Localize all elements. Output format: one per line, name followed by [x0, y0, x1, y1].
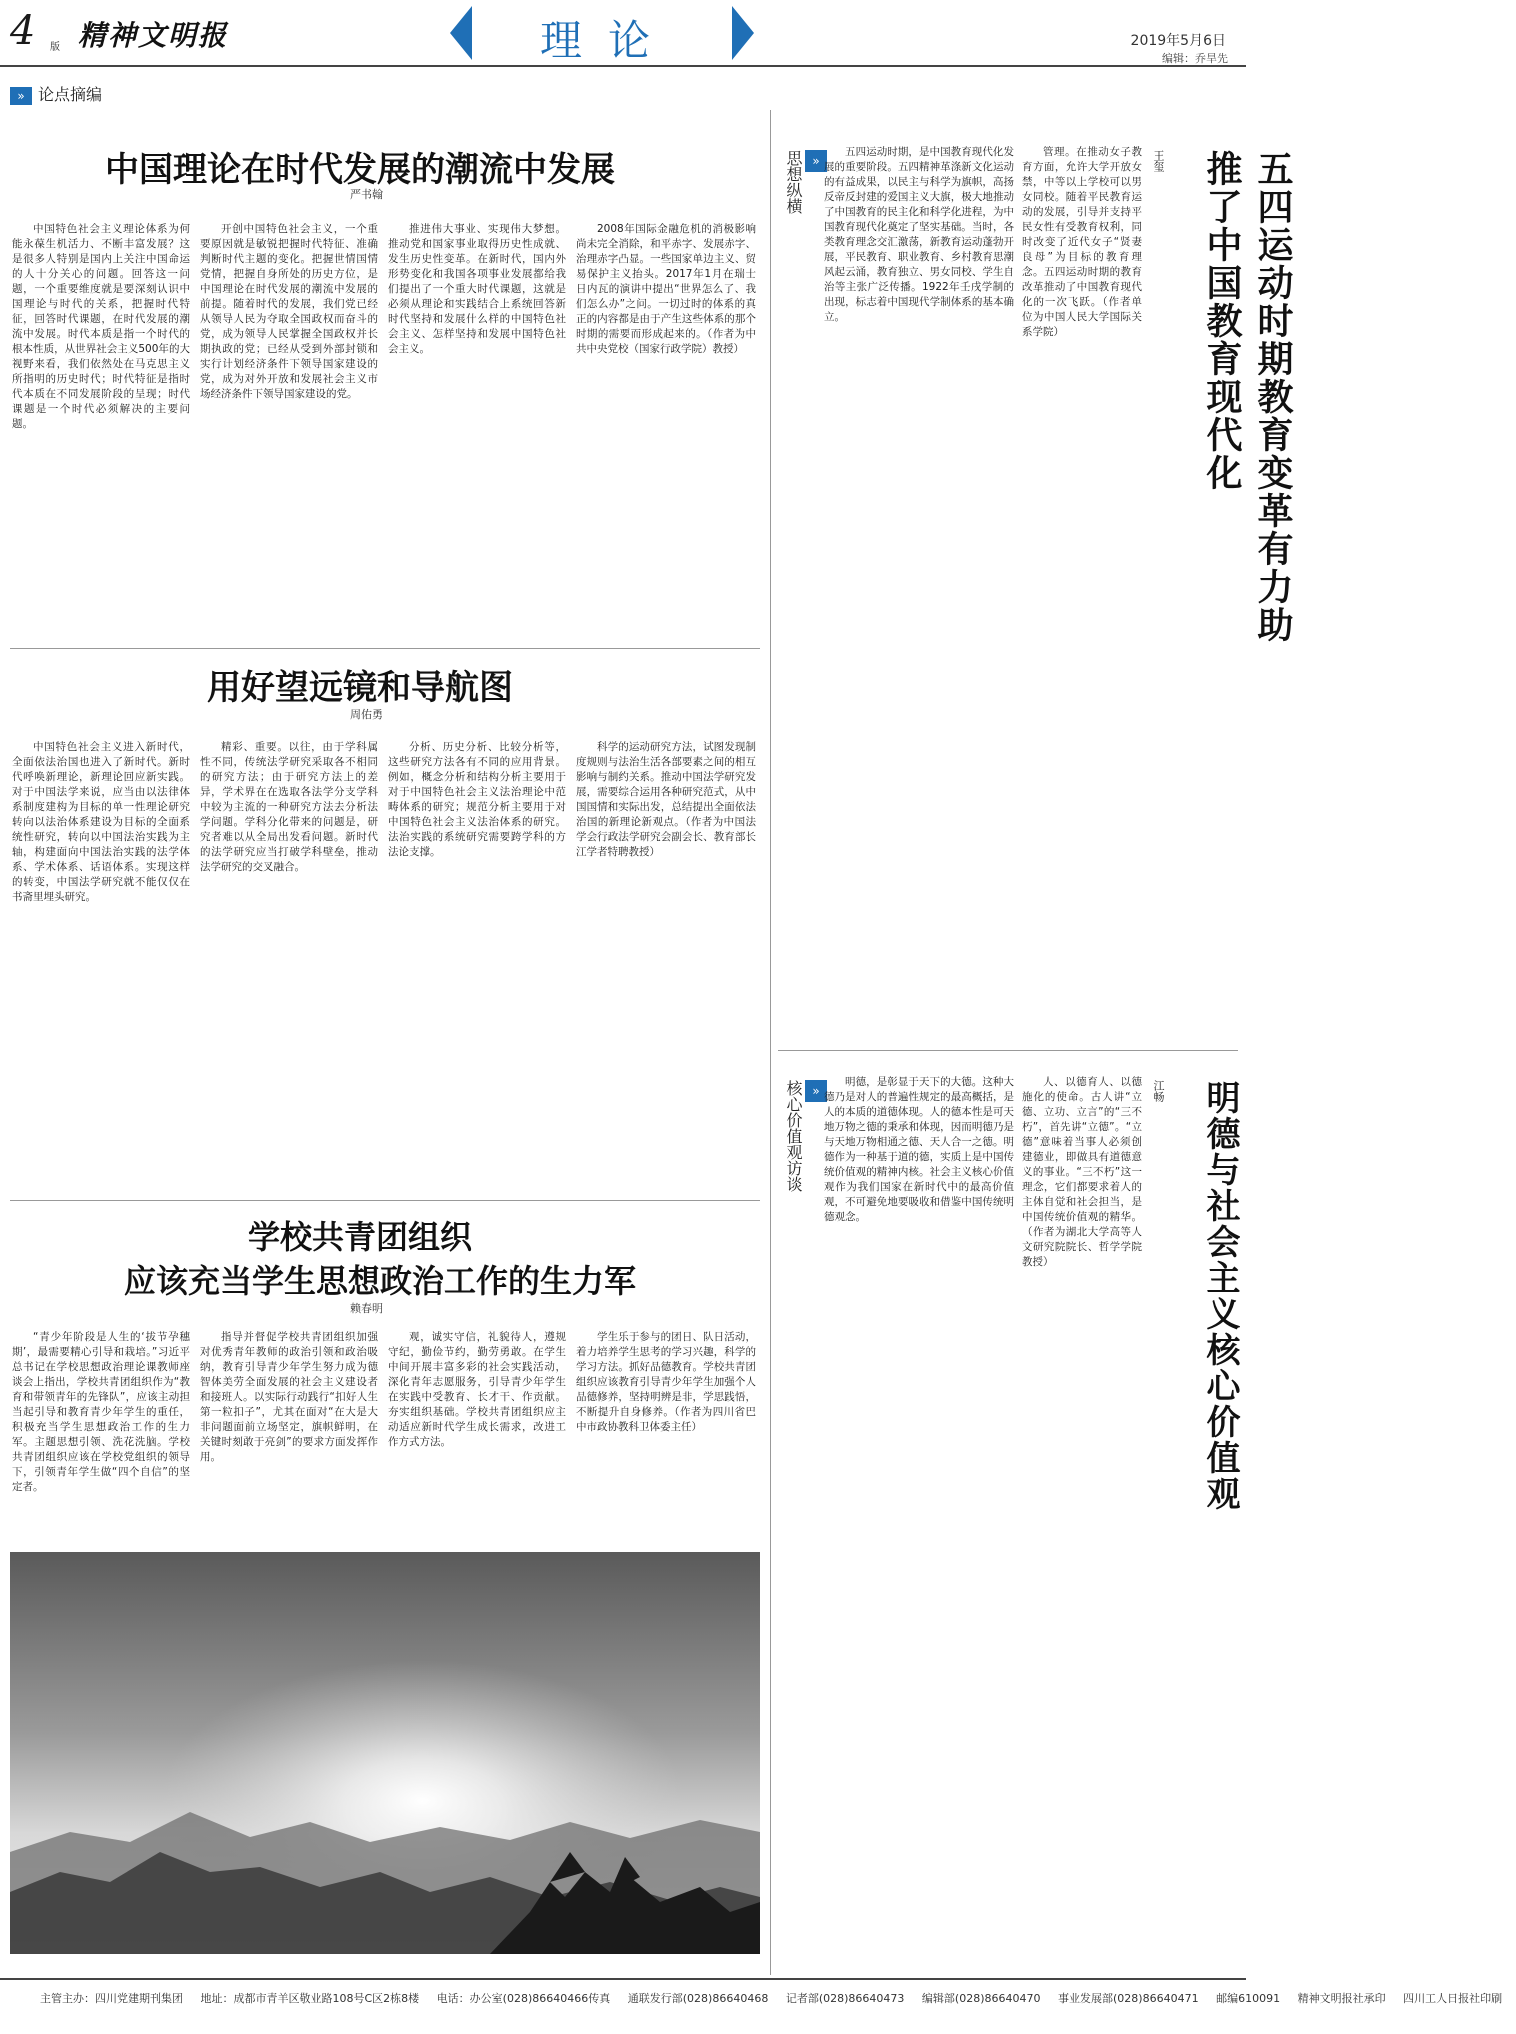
column-tag-label: 论点摘编	[38, 85, 103, 104]
chevron-right-icon: »	[10, 87, 32, 105]
footer-item: 记者部(028)86640473	[785, 1992, 905, 2005]
article-3-text-2: 指导并督促学校共青团组织加强对优秀青年教师的政治引领和政治吸纳，教育引导青少年学生努力成为德智体美劳全面发展的社会主义建设者和接班人。以实际行动践行“扣好人生第一粒扣子”，尤其在面对“在大是大非问题面前立场坚定，旗帜鲜明，在关键时刻敢于亮剑”的要求方面发挥作用。	[200, 1331, 378, 1463]
page-number: 4	[10, 8, 36, 54]
article-3-title-line-2: 应该充当学生思想政治工作的生力军	[123, 1262, 636, 1300]
article-1-text-3: 推进伟大事业、实现伟大梦想。推动党和国家事业取得历史性成就、发生历史性变革。在新时代，国内外形势变化和我国各项事业发展都给我们提出了一个重大时代课题，这就是必须从理论和实践结合上系统回答新时代坚持和发展什么样的中国特色社会主义、怎样坚持和发展中国特色社会主义。	[388, 223, 566, 355]
article-3-text-1: “青少年阶段是人生的‘拔节孕穗期’，最需要精心引导和栽培。”习近平总书记在学校思想政治理论课教师座谈会上指出，学校共青团组织作为“教育和带领青年的先锋队”，应该主动担当起引导和教育青少年学生的重任，积极充当学生思想政治工作的生力军。主题思想引领、洗花洗脑。学校共青团组织应该在学校党组织的领导下，引领青年学生做“四个自信”的坚定者。	[12, 1331, 190, 1493]
chevron-right-icon: »	[805, 150, 827, 172]
article-1-col-1	[12, 222, 190, 622]
column-tag-values-label: 核心价值观访谈	[784, 1080, 803, 1192]
article-3-title-line-1: 学校共青团组织	[247, 1218, 472, 1256]
article-3-text-4: 学生乐于参与的团日、队日活动，着力培养学生思考的学习兴趣，科学的学习方法。抓好品德教育。学校共青团组织应该教育引导青少年学生加强个人品德修养，坚持明辨是非，学思践悟，不断提升自身修养。（作者为四川省巴中市政协教科卫体委主任）	[576, 1331, 756, 1433]
article-4-title: 五四运动时期教育变革有力助推了中国教育现代化	[1201, 150, 1293, 644]
footer-item: 电话：办公室(028)86640466传真	[436, 1992, 611, 2005]
masthead	[0, 0, 1246, 64]
column-divider	[770, 110, 771, 1975]
article-1-text-1: 中国特色社会主义理论体系为何能永葆生机活力、不断丰富发展？这是很多人特别是国内上关注中国命运的人十分关心的问题。回答这一问题，一个重要维度就是要深刻认识中国理论与时代的关系，把握时代特征，回答时代课题，在时代发展的潮流中发展。时代本质是指一个时代的根本性质，从世界社会主义500年的大视野来看，我们依然处在马克思主义所指明的历史时代；时代特征是指时代本质在不同发展阶段的呈现；时代课题是一个时代必须解决的主要问题。	[12, 223, 190, 430]
article-4-text-2: 管理。在推动女子教育方面，允许大学开放女禁，中等以上学校可以男女同校。随着平民教育运动的发展，引导并支持平民女性有受教育权利，同时改变了近代女子“贤妻良母”为目标的教育理念。五四运动时期的教育改革推动了中国教育现代化的一次飞跃。（作者单位为中国人民大学国际关系学院）	[1022, 146, 1142, 338]
column-tag-thought-label: 思想纵横	[784, 150, 803, 214]
article-2-col-1	[12, 740, 190, 1190]
article-1-col-4	[576, 222, 756, 622]
article-2-text-3: 分析、历史分析、比较分析等，这些研究方法各有不同的应用背景。例如，概念分析和结构分析主要用于对于中国特色社会主义法治理论中范畴体系的研究；规范分析主要用于对中国特色社会主义法治体系的研究。法治实践的系统研究需要跨学科的方法论支撑。	[388, 741, 566, 858]
article-2-text-4: 科学的运动研究方法，试图发现制度规则与法治生活各部要素之间的相互影响与制约关系。推动中国法学研究发展，需要综合运用各种研究范式，从中国国情和实际出发，总结提出全面依法治国的新理论新观点。（作者为中国法学会行政法学研究会副会长、教育部长江学者特聘教授）	[576, 741, 756, 858]
section-title: 理论	[540, 16, 677, 65]
article-divider	[10, 1200, 760, 1201]
sunset-photo-graphic	[10, 1552, 760, 1954]
article-3-col-4	[576, 1330, 756, 1545]
article-3-text-3: 观，诚实守信，礼貌待人，遵规守纪，勤俭节约，勤劳勇敢。在学生中间开展丰富多彩的社会实践活动，深化青年志愿服务，引导青少年学生在实践中受教育、长才干、作贡献。夯实组织基础。学校共青团组织应主动适应新时代学生成长需求，改进工作方式方法。	[388, 1331, 566, 1448]
footer-item: 主管主办：四川党建期刊集团	[40, 1992, 183, 2005]
footer-item: 地址：成都市青羊区敬业路108号C区2栋8楼	[200, 1992, 420, 2005]
article-2-author: 周佑勇	[350, 708, 383, 721]
article-1-title: 中国理论在时代发展的潮流中发展	[105, 150, 615, 190]
article-5-col-2	[1022, 1075, 1142, 1965]
article-1-author: 严书翰	[350, 188, 383, 201]
article-5-author: 江畅	[1152, 1080, 1165, 1102]
article-1-col-2	[200, 222, 378, 622]
footer-item: 编辑部(028)86640470	[921, 1992, 1041, 2005]
article-5-title: 明德与社会主义核心价值观	[1200, 1080, 1240, 1512]
article-3-col-2	[200, 1330, 378, 1545]
editor-credit: 编辑：乔旱先	[1162, 52, 1228, 65]
column-tag-values	[782, 1080, 827, 1192]
issue-date: 2019年5月6日	[1130, 33, 1226, 49]
top-rule	[0, 65, 1246, 67]
article-3-author: 赖春明	[350, 1302, 383, 1315]
article-4-author: 王玺	[1152, 150, 1165, 172]
article-2-title: 用好望远镜和导航图	[207, 668, 513, 708]
article-3-col-3	[388, 1330, 566, 1545]
article-2-text-2: 精彩、重要。以往，由于学科属性不同，传统法学研究采取各不相同的研究方法；由于研究方法上的差异，学术界在在选取各法学分支学科中较为主流的一种研究方法去分析法学问题。学科分化带来的问题是，研究者难以从全局出发看问题。新时代的法学研究应当打破学科壁垒，推动法学研究的交叉融合。	[200, 741, 378, 873]
article-4-col-2	[1022, 145, 1142, 665]
footer-item: 通联发行部(028)86640468	[627, 1992, 769, 2005]
sunset-mountain-photo	[10, 1552, 760, 1954]
article-4-col-1	[824, 145, 1014, 755]
article-2-col-3	[388, 740, 566, 1190]
article-5-col-1	[824, 1075, 1014, 1965]
chevron-right-icon: »	[805, 1080, 827, 1102]
section-right-arrow-icon	[732, 6, 754, 60]
article-2-text-1: 中国特色社会主义进入新时代，全面依法治国也进入了新时代。新时代呼唤新理论，新理论回应新实践。对于中国法学来说，应当由以法律体系制度建构为目标的单一性理论研究转向以法治体系建设为目标的全面系统性研究，转向以中国法治实践为主轴，构建面向中国法治实践的法学体系、学术体系、话语体系。实现这样的转变，中国法学研究就不能仅仅在书斋里埋头研究。	[12, 741, 190, 903]
column-tag	[10, 82, 102, 105]
article-5-text-2: 人、以德育人、以德施化的使命。古人讲“立德、立功、立言”的“三不朽”，首先讲“立德”。“立德”意味着当事人必须创建德业，即做具有道德意义的事业。“三不朽”这一理念，它们都要求着人的主体自觉和社会担当，是中国传统价值观的精华。（作者为湖北大学高等人文研究院院长、哲学学院教授）	[1022, 1076, 1142, 1268]
article-divider	[778, 1050, 1238, 1051]
footer	[0, 1978, 1503, 2034]
article-1-col-3	[388, 222, 566, 622]
column-tag-thought	[782, 150, 827, 214]
footer-item: 四川工人日报社印刷	[1403, 1992, 1503, 2005]
footer-item: 精神文明报社承印	[1297, 1992, 1386, 2005]
article-5-text-1: 明德，是彰显于天下的大德。这种大德乃是对人的普遍性规定的最高概括，是人的本质的道德体现。人的德本性是可天地万物之德的秉承和体现，因而明德乃是与天地万物相通之德、天人合一之德。明德作为一种基于道的德，实质上是中国传统价值观的精神内核。社会主义核心价值观作为我们国家在新时代中的最高价值观，不可避免地要吸收和借鉴中国传统明德观念。	[824, 1076, 1014, 1223]
article-2-col-4	[576, 740, 756, 1190]
article-1-text-2: 开创中国特色社会主义，一个重要原因就是敏锐把握时代特征、准确判断时代主题的变化。把握世情国情党情，把握自身所处的历史方位，是中国理论在时代发展的潮流中发展的前提。随着时代的发展，我们党已经从领导人民为夺取全国政权而奋斗的党，成为领导人民掌握全国政权并长期执政的党；已经从受到外部封锁和实行计划经济条件下领导国家建设的党，成为对外开放和发展社会主义市场经济条件下领导国家建设的党。	[200, 223, 378, 400]
paper-name: 精神文明报	[78, 19, 229, 52]
footer-item: 事业发展部(028)86640471	[1058, 1992, 1199, 2005]
article-2-col-2	[200, 740, 378, 1190]
footer-item: 邮编610091	[1216, 1992, 1281, 2005]
article-4-text-1: 五四运动时期，是中国教育现代化发展的重要阶段。五四精神革涤新文化运动的有益成果，以民主与科学为旗帜，高扬反帝反封建的爱国主义大旗，极大地推动了中国教育的民主化和科学化进程，为中国教育现代化奠定了坚实基础。当时，各类教育理念交汇激荡，新教育运动蓬勃开展，平民教育、职业教育、乡村教育思潮风起云涌，教育独立、男女同校、学生自治等主张广泛传播。1922年壬戌学制的出现，标志着中国现代学制体系的基本确立。	[824, 146, 1014, 323]
article-divider	[10, 648, 760, 649]
article-1-text-4: 2008年国际金融危机的消极影响尚未完全消除，和平赤字、发展赤字、治理赤字凸显。一些国家单边主义、贸易保护主义抬头。2017年1月在瑞士日内瓦的演讲中提出“世界怎么了、我们怎么办”之问。一切过时的体系的真正的内容都是由于产生这些体系的那个时期的需要而形成起来的。（作者为中共中央党校（国家行政学院）教授）	[576, 223, 756, 355]
page-number-suffix: 版	[50, 42, 60, 53]
section-left-arrow-icon	[450, 6, 472, 60]
article-3-col-1	[12, 1330, 190, 1545]
